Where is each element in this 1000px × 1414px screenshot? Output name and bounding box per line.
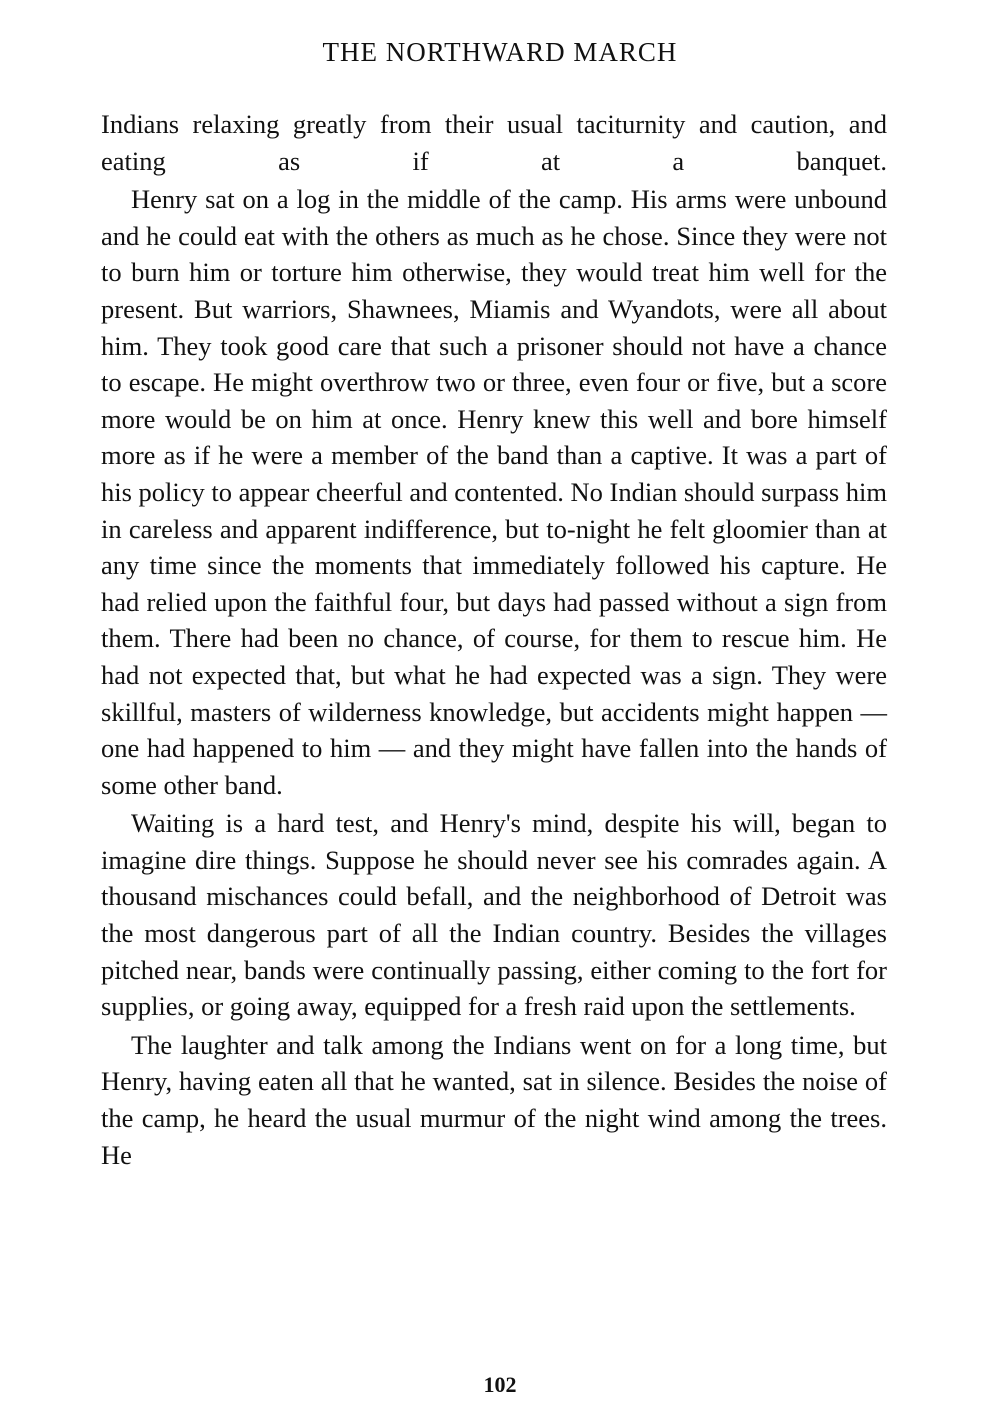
paragraph-2: Henry sat on a log in the middle of the camp. His arms were unbound and he could eat with the others as much as he chose. Since they were not to burn him or torture him otherwise, they would treat him well for the present. But warriors, Shawnees, Miamis and Wyandots, were all about him. They took good care that such a prisoner should not have a chance to escape. He might overthrow two or three, even four or five, but a score more would be on him at once. Henry knew this well and bore himself more as if he were a member of the band than a captive. It was a part of his policy to appear cheerful and contented. No Indian should surpass him in careless and apparent indifference, but to-night he felt gloomier than at any time since the moments that immediately followed his capture. He had relied upon the faithful four, but days had passed without a sign from them. There had been no chance, of course, for them to rescue him. He had not expected that, but what he had expected was a sign. They were skillful, masters of wilderness knowledge, but accidents might happen — one had happened to him — and they might have fallen into the hands of some other band. xyxy=(101,184,887,800)
paragraph-3: Waiting is a hard test, and Henry's mind, despite his will, began to imagine dire things. Suppose he should never see his comrades again. A thousand mischances could befall, and the neighborhood of Detroit was the most dangerous part of all the Indian country. Besides the villages pitched near, bands were continually passing, either coming to the fort for supplies, or going away, equipped for a fresh raid upon the settlements. xyxy=(101,808,887,1022)
running-title: THE NORTHWARD MARCH xyxy=(322,37,678,67)
paragraph-4: The laughter and talk among the Indians went on for a long time, but Henry, having eaten all that he wanted, sat in silence. Besides the noise of the camp, he heard the usual murmur of the night wind among the trees. He xyxy=(101,1029,887,1170)
paragraph-1: Indians relaxing greatly from their usual taciturnity and caution, and eating as if at a banquet. xyxy=(101,109,887,176)
body-text xyxy=(101,106,887,1173)
page-number: 102 xyxy=(483,1372,517,1397)
